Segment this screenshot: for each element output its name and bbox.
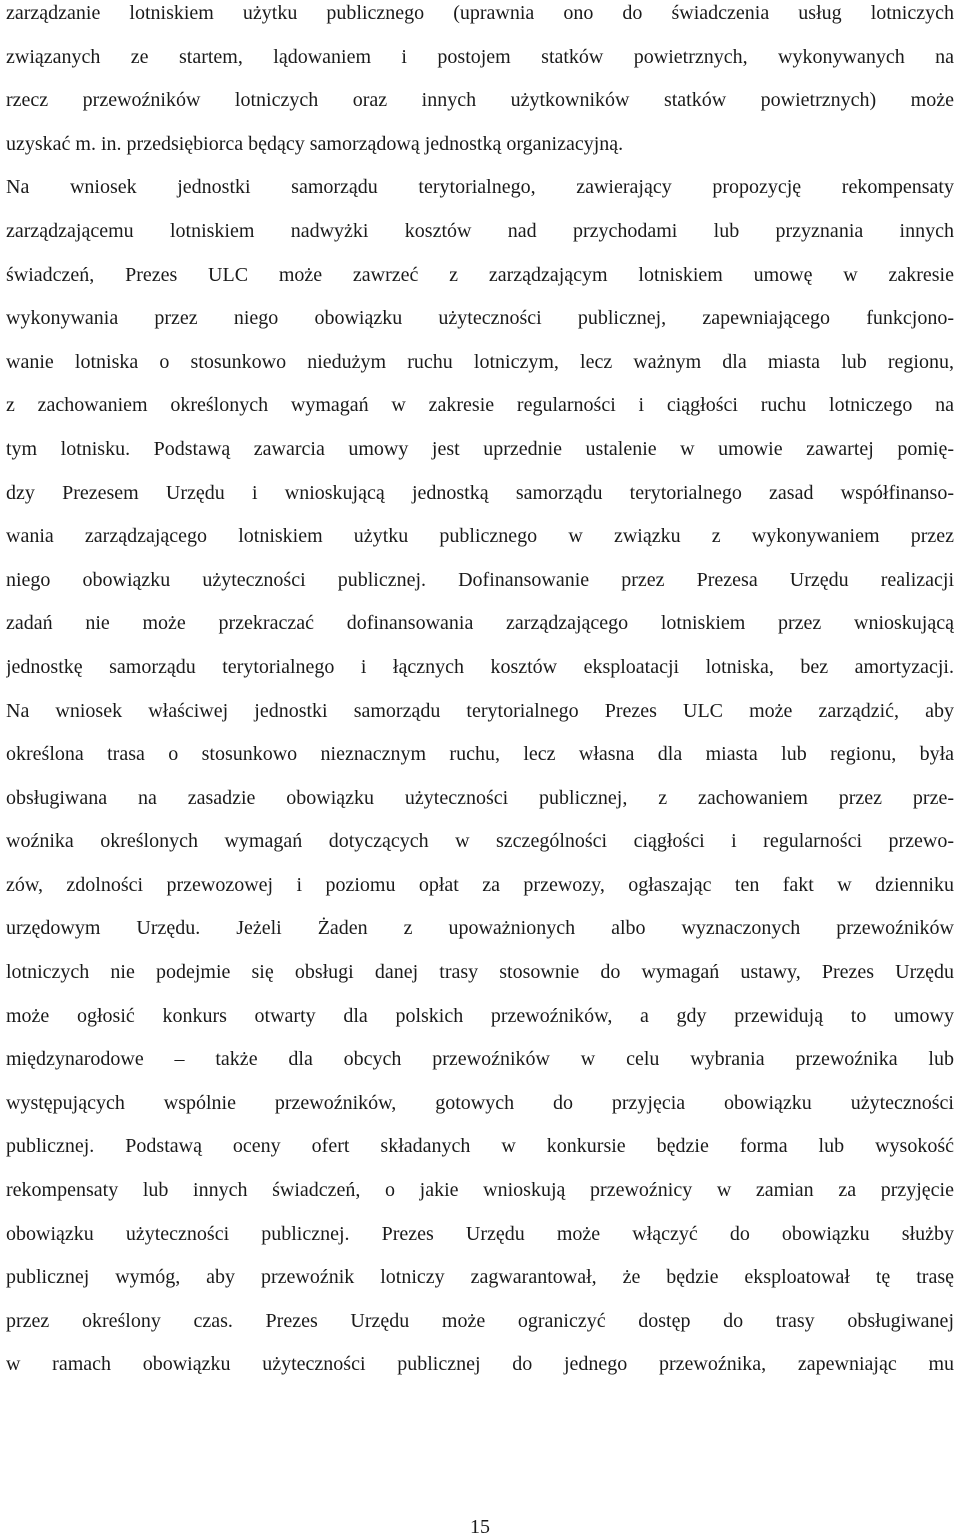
text-line: publicznej. Podstawą oceny ofert składanych w konkursie będzie forma lub wysokość (6, 1135, 954, 1158)
text-line: zarządzającemu lotniskiem nadwyżki kosztów nad przychodami lub przyznania innych (6, 219, 954, 242)
page-number: 15 (470, 1516, 490, 1537)
text-line: dzy Prezesem Urzędu i wnioskującą jednostką samorządu terytorialnego zasad współfinanso- (6, 481, 954, 504)
text-line: urzędowym Urzędu. Jeżeli Żaden z upoważnionych albo wyznaczonych przewoźników (6, 917, 954, 940)
text-line: niego obowiązku użyteczności publicznej. Dofinansowanie przez Prezesa Urzędu realizacji (6, 568, 954, 591)
text-line: w ramach obowiązku użyteczności publicznej do jednego przewoźnika, zapewniając mu (6, 1353, 954, 1376)
text-line: Na wniosek właściwej jednostki samorządu terytorialnego Prezes ULC może zarządzić, aby (6, 699, 954, 722)
text-line: uzyskać m. in. przedsiębiorca będący samorządową jednostką organizacyjną. (6, 132, 624, 155)
text-line: obsługiwana na zasadzie obowiązku użyteczności publicznej, z zachowaniem przez prze- (6, 786, 954, 809)
text-line: międzynarodowe – także dla obcych przewoźników w celu wybrania przewoźnika lub (6, 1048, 954, 1071)
text-line: może ogłosić konkurs otwarty dla polskich przewoźników, a gdy przewidują to umowy (6, 1004, 954, 1027)
text-line: jednostkę samorządu terytorialnego i łącznych kosztów eksploatacji lotniska, bez amortyzacji. (6, 655, 954, 678)
text-line: związanych ze startem, lądowaniem i postojem statków powietrznych, wykonywanych na (6, 45, 954, 68)
text-line: rzecz przewoźników lotniczych oraz innych użytkowników statków powietrznych) może (6, 89, 954, 112)
text-line: woźnika określonych wymagań dotyczących w szczególności ciągłości i regularności przewo- (6, 830, 954, 853)
text-line: rekompensaty lub innych świadczeń, o jakie wnioskują przewoźnicy w zamian za przyjęcie (6, 1179, 954, 1202)
text-line: publicznej wymóg, aby przewoźnik lotniczy zagwarantował, że będzie eksploatował tę trasę (6, 1266, 954, 1289)
text-line: określona trasa o stosunkowo nieznacznym ruchu, lecz własna dla miasta lub regionu, była (6, 743, 954, 766)
body-text (6, 0, 954, 1395)
text-line: zadań nie może przekraczać dofinansowania zarządzającego lotniskiem przez wnioskującą (6, 612, 954, 635)
text-line: zów, zdolności przewozowej i poziomu opłat za przewozy, ogłaszając ten fakt w dzienniku (6, 873, 954, 896)
text-line: wania zarządzającego lotniskiem użytku publicznego w związku z wykonywaniem przez (6, 525, 954, 548)
text-line: zarządzanie lotniskiem użytku publicznego (uprawnia ono do świadczenia usług lotniczych (6, 2, 954, 24)
text-line: występujących wspólnie przewoźników, gotowych do przyjęcia obowiązku użyteczności (6, 1091, 954, 1114)
text-line: świadczeń, Prezes ULC może zawrzeć z zarządzającym lotniskiem umowę w zakresie (6, 263, 954, 286)
text-line: z zachowaniem określonych wymagań w zakresie regularności i ciągłości ruchu lotniczego na (6, 394, 954, 417)
text-line: przez określony czas. Prezes Urzędu może ograniczyć dostęp do trasy obsługiwanej (6, 1309, 954, 1332)
text-line: lotniczych nie podejmie się obsługi danej trasy stosownie do wymagań ustawy, Prezes Urzędu (6, 961, 954, 984)
text-line: tym lotnisku. Podstawą zawarcia umowy jest uprzednie ustalenie w umowie zawartej pomię- (6, 437, 954, 460)
text-line: Na wniosek jednostki samorządu terytorialnego, zawierający propozycję rekompensaty (6, 176, 954, 199)
text-line: wanie lotniska o stosunkowo niedużym ruchu lotniczym, lecz ważnym dla miasta lub regionu, (6, 350, 954, 373)
text-line: wykonywania przez niego obowiązku użyteczności publicznej, zapewniającego funkcjono- (6, 307, 954, 330)
text-line: obowiązku użyteczności publicznej. Prezes Urzędu może włączyć do obowiązku służby (6, 1222, 954, 1245)
